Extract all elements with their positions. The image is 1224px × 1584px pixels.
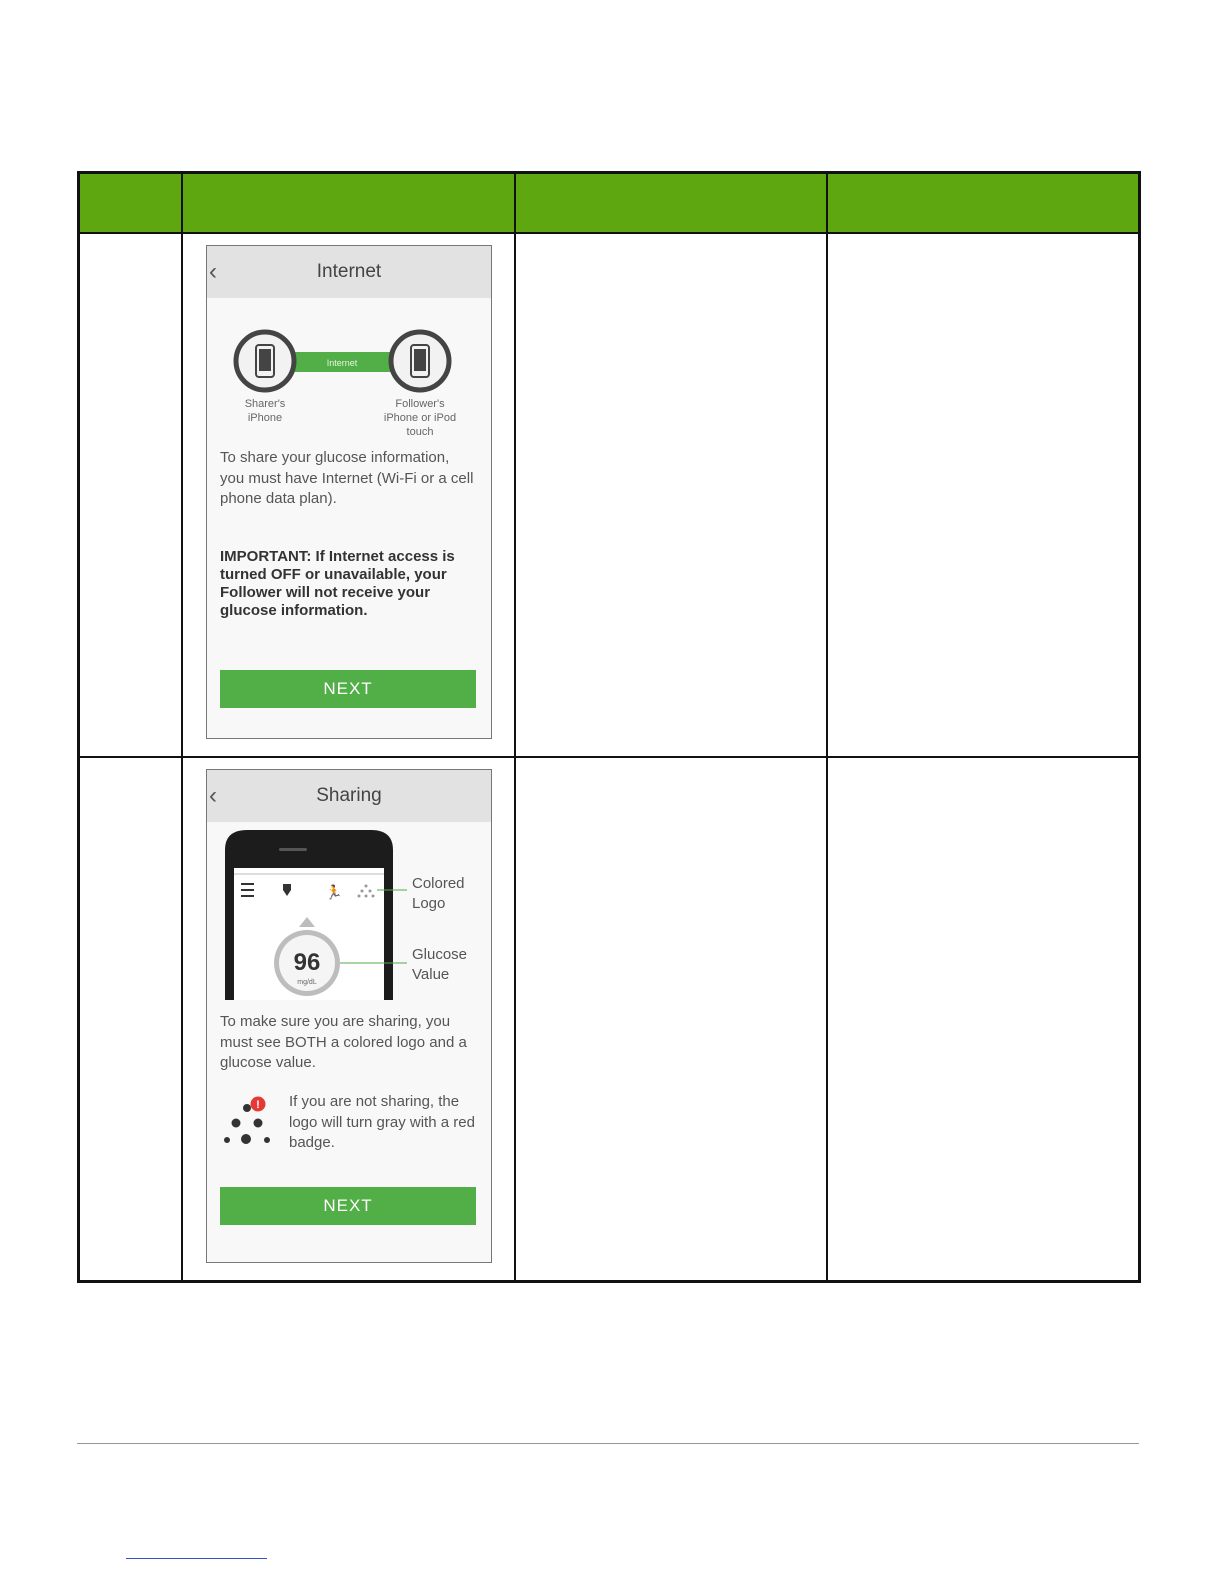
chevron-left-icon[interactable]: ‹ bbox=[209, 258, 217, 285]
screenshot-cell bbox=[182, 233, 515, 757]
notes-cell bbox=[827, 233, 1140, 757]
badge-text: ! bbox=[256, 1099, 260, 1112]
activity-icon: 🏃 bbox=[325, 885, 343, 902]
colored-logo-callout: Colored Logo bbox=[412, 875, 465, 913]
header-cell-2 bbox=[182, 173, 515, 234]
table-header-row bbox=[79, 173, 1140, 234]
screen-title: Sharing bbox=[316, 785, 382, 807]
follower-caption: Follower's iPhone or iPod touch bbox=[383, 398, 457, 438]
sharer-caption: Sharer's iPhone bbox=[244, 398, 286, 424]
not-sharing-text: If you are not sharing, the logo will turn gray with a red badge. bbox=[289, 1093, 475, 1152]
table-row bbox=[79, 757, 1140, 1281]
sharing-screenshot bbox=[206, 769, 492, 1263]
body-text: To share your glucose information, you must have Internet (Wi-Fi or a cell phone data plan). bbox=[220, 449, 474, 507]
next-button[interactable]: NEXT bbox=[220, 1187, 476, 1225]
step-cell bbox=[79, 757, 183, 1281]
screen-header bbox=[207, 246, 491, 298]
description-cell bbox=[515, 757, 827, 1281]
step-cell bbox=[79, 233, 183, 757]
footer-divider bbox=[77, 1443, 1139, 1444]
connection-diagram bbox=[207, 323, 491, 403]
notes-cell bbox=[827, 757, 1140, 1281]
screen-header bbox=[207, 770, 491, 822]
description-cell bbox=[515, 233, 827, 757]
glucose-value: 96 bbox=[293, 949, 321, 977]
header-cell-1 bbox=[79, 173, 183, 234]
next-button[interactable]: NEXT bbox=[220, 670, 476, 708]
phone-speaker bbox=[279, 848, 307, 851]
header-cell-3 bbox=[515, 173, 827, 234]
gray-logo-icon bbox=[217, 1092, 277, 1152]
header-cell-4 bbox=[827, 173, 1140, 234]
glucose-value-callout: Glucose Value bbox=[412, 946, 468, 984]
sharer-phone-icon bbox=[236, 332, 294, 390]
internet-screenshot bbox=[206, 245, 492, 739]
screenshot-cell bbox=[182, 757, 515, 1281]
follower-phone-icon bbox=[391, 332, 449, 390]
table-row bbox=[79, 233, 1140, 757]
important-text: IMPORTANT: If Internet access is turned OFF or unavailable, your Follower will not receive your glucose information. bbox=[220, 548, 455, 619]
connector-label: Internet bbox=[326, 358, 358, 368]
screen-title: Internet bbox=[316, 261, 382, 282]
glucose-unit: mg/dL bbox=[297, 979, 317, 987]
footer-link-underline[interactable] bbox=[126, 1558, 267, 1559]
body-text: To make sure you are sharing, you must see BOTH a colored logo and a glucose value. bbox=[220, 1013, 467, 1072]
instruction-table bbox=[77, 171, 1141, 1283]
chevron-left-icon[interactable]: ‹ bbox=[209, 782, 217, 810]
